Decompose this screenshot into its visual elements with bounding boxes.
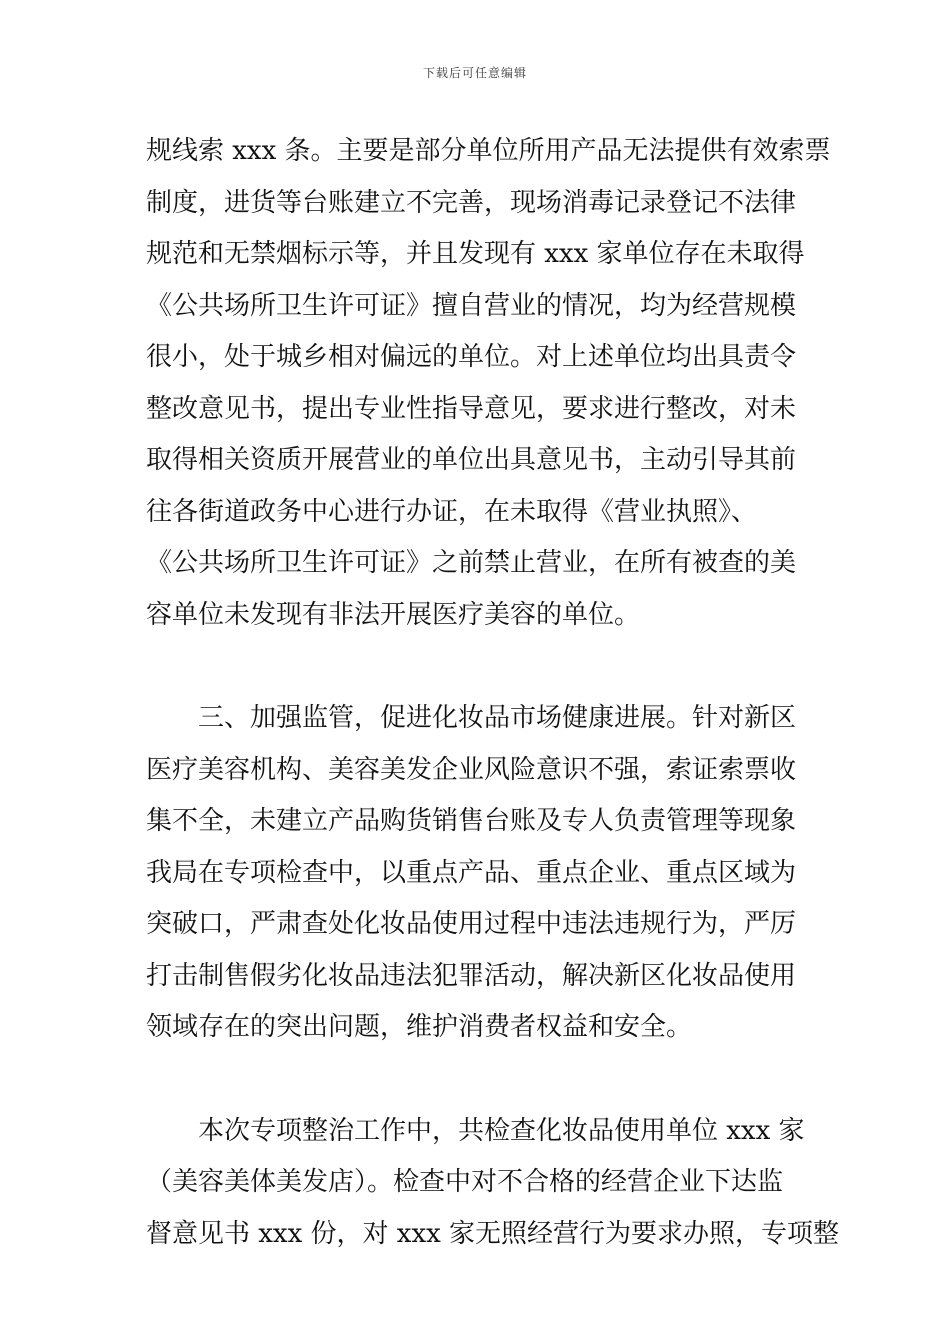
- text-line: 规线索 xxx 条。主要是部分单位所用产品无法提供有效索票: [146, 136, 831, 166]
- text-line: 取得相关资质开展营业的单位出具意见书，主动引导其前: [146, 445, 797, 475]
- text-line: 医疗美容机构、美容美发企业风险意识不强，索证索票收: [146, 754, 797, 785]
- text-line: 制度，进货等台账建立不完善，现场消毒记录登记不法律: [146, 187, 797, 218]
- paragraph: [146, 1106, 840, 1261]
- text-line: 打击制售假劣化妆品违法犯罪活动，解决新区化妆品使用: [146, 960, 797, 991]
- paragraph: [146, 693, 808, 1054]
- text-line: 整改意见书，提出专业性指导意见，要求进行整改，对未: [146, 393, 797, 424]
- text-line: （美容美体美发店）。检查中对不合格的经营企业下达监: [146, 1167, 784, 1197]
- text-line: 往各街道政务中心进行办证，在未取得《营业执照》、: [146, 496, 758, 527]
- text-line: 容单位未发现有非法开展医疗美容的单位。: [146, 599, 641, 630]
- text-line: 《公共场所卫生许可证》擅自营业的情况，均为经营规模: [146, 290, 797, 321]
- text-line: 《公共场所卫生许可证》之前禁止营业，在所有被查的美: [146, 548, 797, 578]
- text-line: 我局在专项检查中，以重点产品、重点企业、重点区域为: [146, 857, 797, 888]
- text-line: 集不全，未建立产品购货销售台账及专人负责管理等现象: [146, 806, 797, 836]
- paragraph-spacer: [146, 641, 808, 693]
- text-line: 本次专项整治工作中，共检查化妆品使用单位 xxx 家: [198, 1115, 805, 1146]
- paragraph: [146, 126, 831, 641]
- paragraph-spacer: [146, 1054, 808, 1106]
- page-header: 下载后可任意编辑: [422, 66, 527, 80]
- text-line: 督意见书 xxx 份，对 xxx 家无照经营行为要求办照，专项整: [146, 1218, 840, 1249]
- text-line: 规范和无禁烟标示等，并且发现有 xxx 家单位存在未取得: [146, 239, 805, 269]
- text-line: 突破口，严肃查处化妆品使用过程中违法违规行为，严厉: [146, 909, 797, 939]
- text-line: 领域存在的突出问题，维护消费者权益和安全。: [146, 1012, 693, 1042]
- document-body: [146, 126, 840, 1260]
- text-line: 很小，处于城乡相对偏远的单位。对上述单位均出具责令: [146, 342, 797, 372]
- text-line: 三、加强监管，促进化妆品市场健康进展。针对新区: [198, 703, 797, 733]
